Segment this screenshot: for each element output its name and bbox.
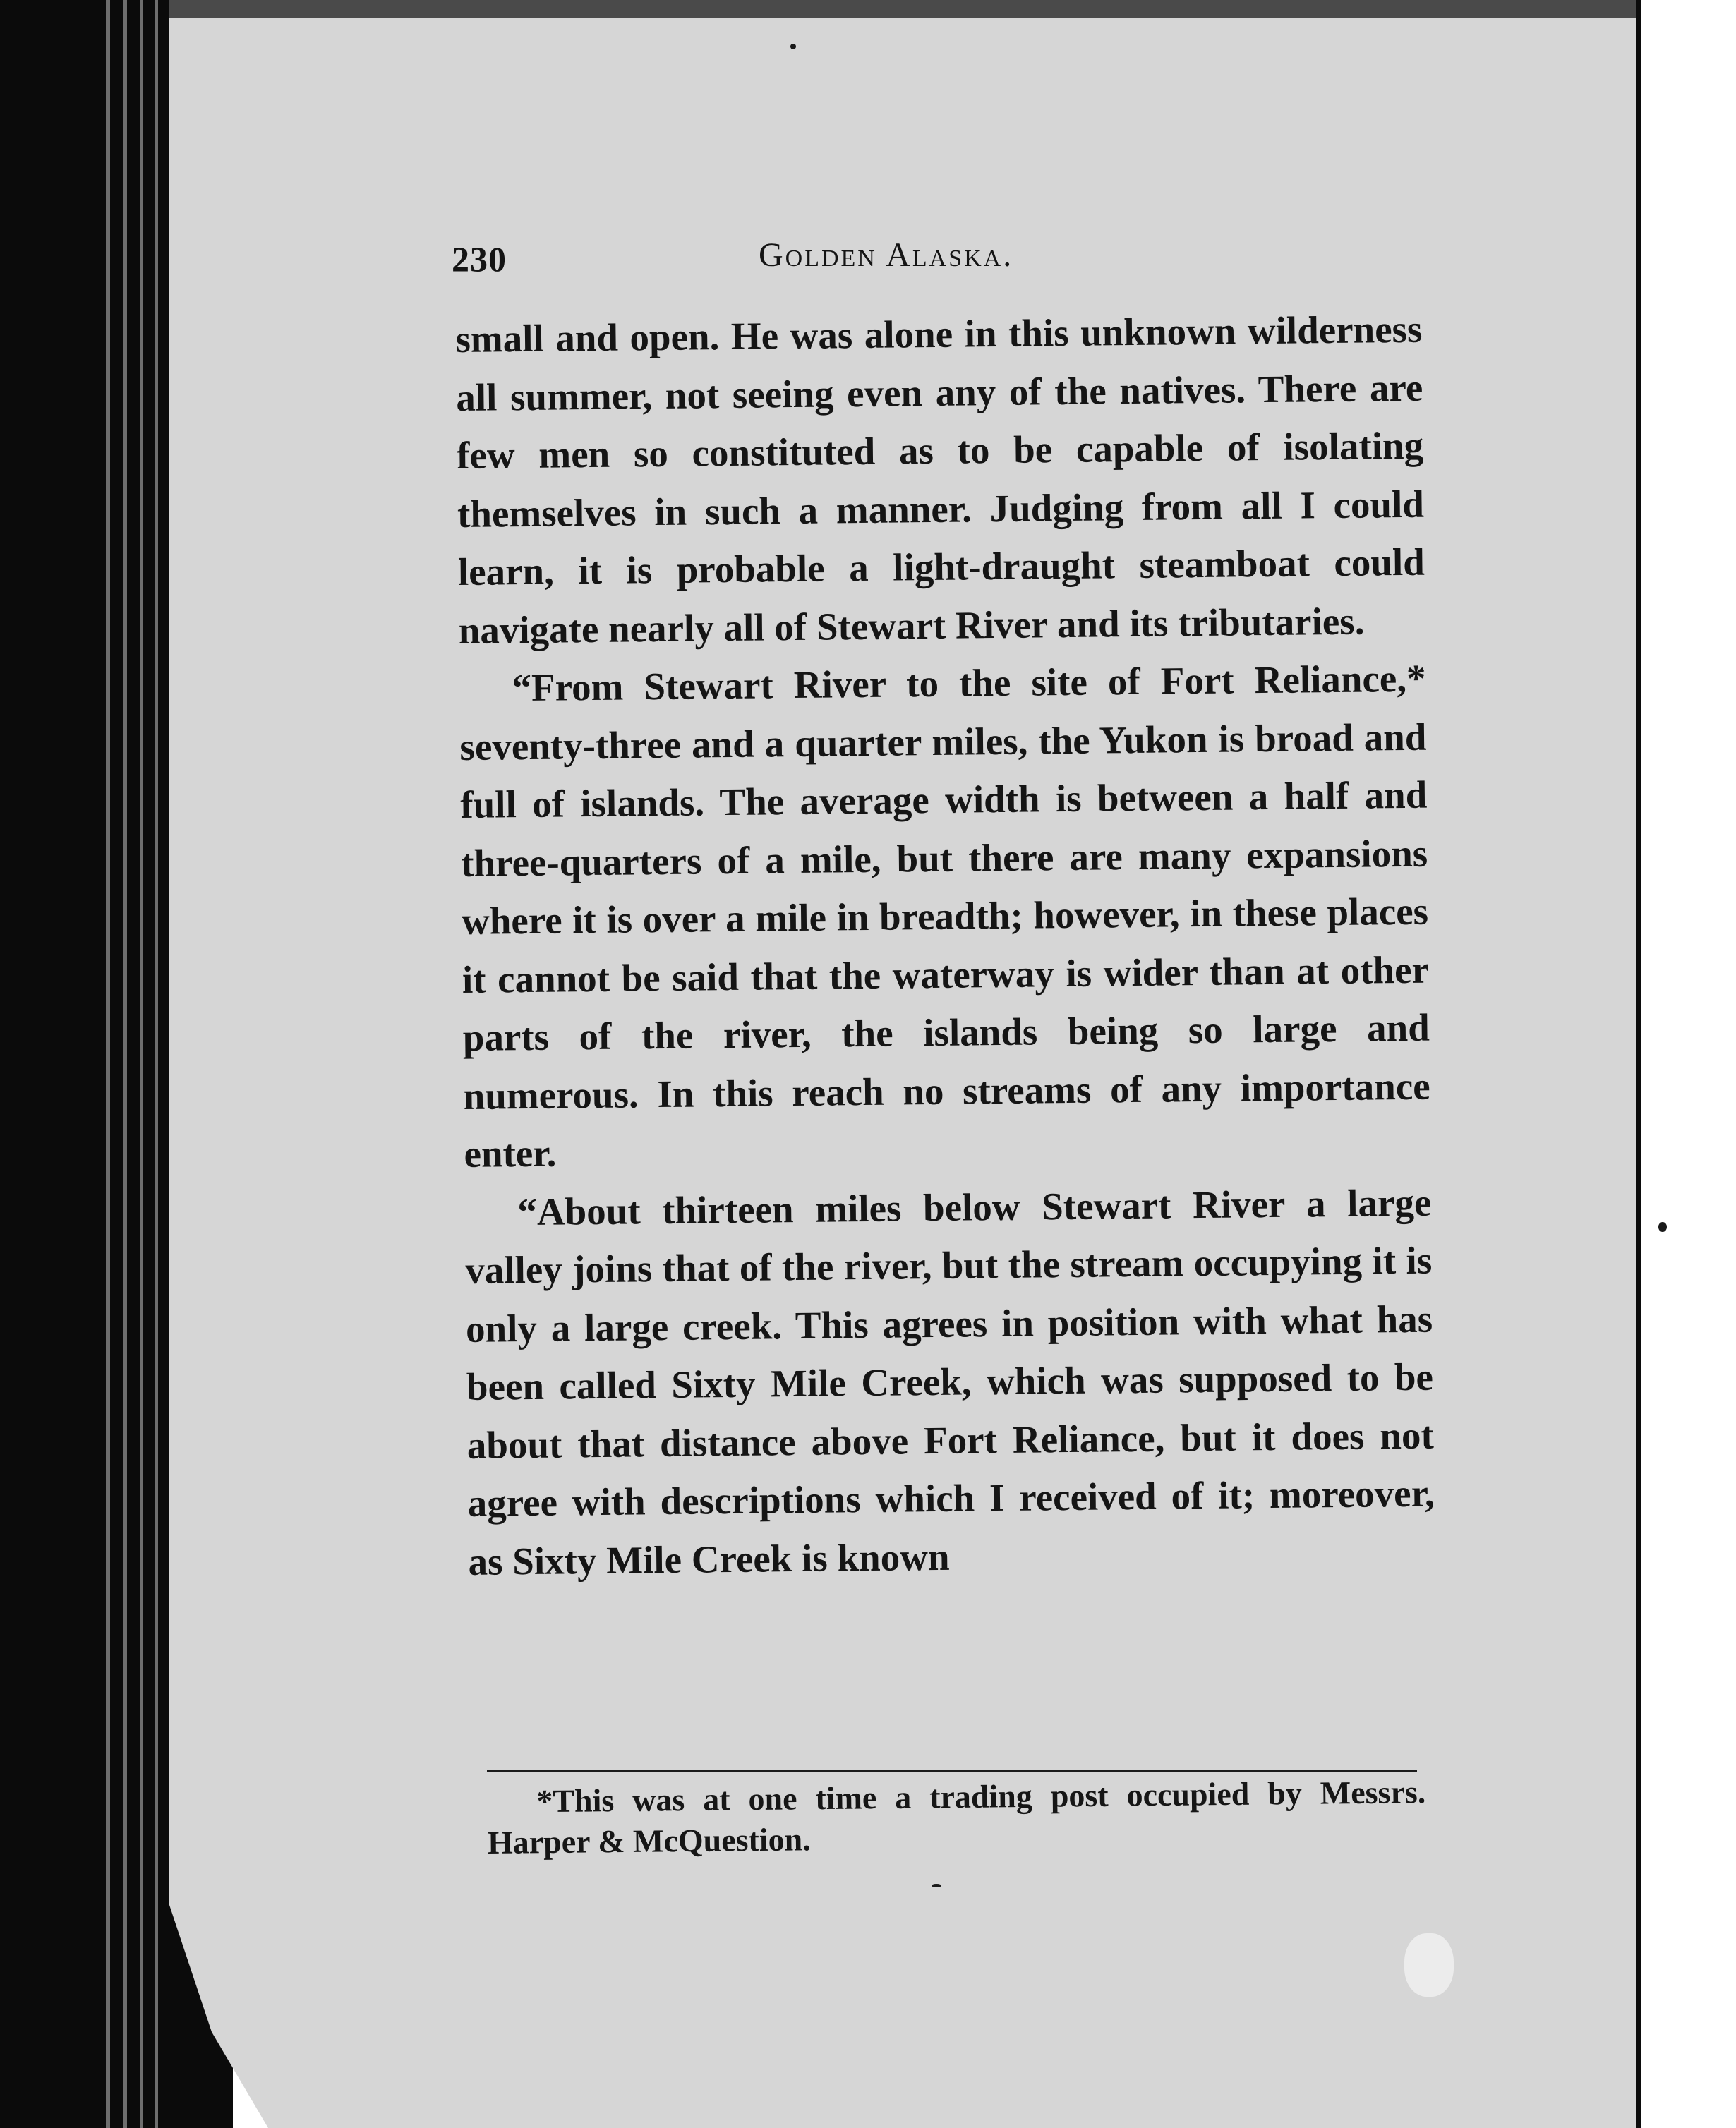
- scan-speck: [932, 1884, 941, 1887]
- page-edge-line: [140, 0, 143, 2128]
- running-head: Golden Alaska.: [759, 236, 1014, 274]
- page-header: [452, 233, 1425, 279]
- paper-blemish: [1404, 1933, 1454, 1997]
- page-edge-line: [155, 0, 158, 2128]
- page-number: 230: [452, 239, 507, 279]
- scan-speck: [1658, 1222, 1667, 1232]
- page-top-shadow: [169, 0, 1637, 18]
- page-right-border: [1636, 0, 1641, 2128]
- page-edge-line: [123, 0, 127, 2128]
- paragraph-2: “From Stewart River to the site of Fort Reliance,* seventy-three and a quarter miles, the Yukon is broad and full of islands. The average width is between a half and three-quarters of a mile, but there are many expansions where it is over a mile in breadth; however, in these places it cannot be said that the waterway is wider than at other parts of the river, the islands being so large and numerous. In this reach no streams of any importance enter.: [459, 656, 1430, 1175]
- page-edge-line: [106, 0, 110, 2128]
- scan-margin: [1641, 0, 1736, 2128]
- paragraph-1: small and open. He was alone in this unknown wilderness all summer, not seeing even any of the natives. There are few men so constituted as to be capable of isolating themselves in such a manner. Judging from all I could learn, it is probable a light-draught steamboat could navigate nearly all of Stewart River and its tributaries.: [455, 307, 1425, 652]
- footnote-divider: [487, 1770, 1417, 1772]
- body-text: [455, 301, 1435, 1591]
- paragraph-3: “About thirteen miles below Stewart River a large valley joins that of the river, but the stream occupying it is only a large creek. This agrees in position with what has been called Sixty Mile Creek, which was supposed to be about that distance above Fort Reliance, but it does not agree with descriptions which I received of it; moreover, as Sixty Mile Creek is known: [464, 1180, 1435, 1583]
- footnote: *This was at one time a trading post occupied by Messrs. Harper & McQuestion.: [487, 1774, 1426, 1861]
- scan-speck: [790, 44, 796, 49]
